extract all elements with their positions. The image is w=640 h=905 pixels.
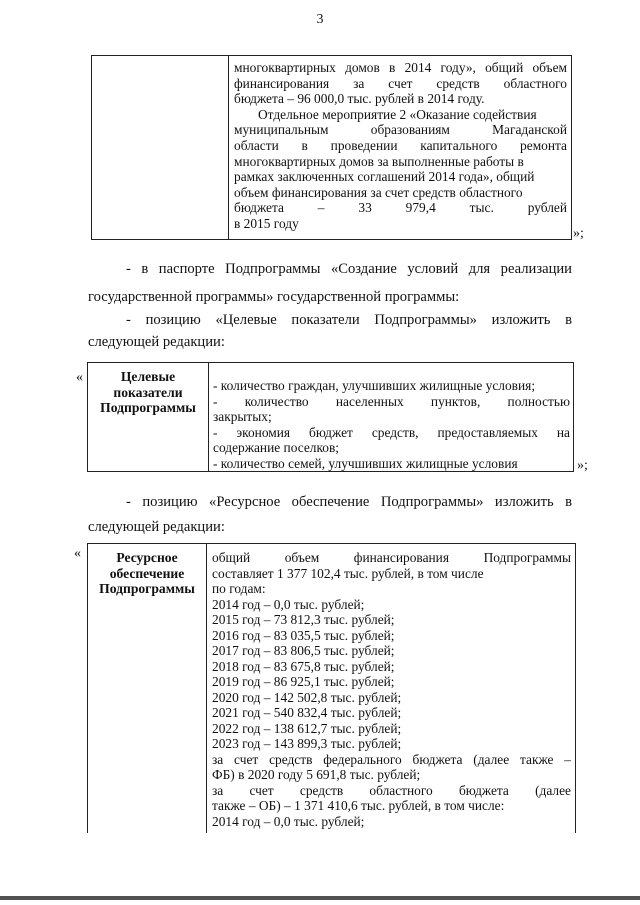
table-line: Отдельное мероприятие 2 «Оказание содействия (258, 106, 537, 122)
table-column-divider (208, 363, 209, 471)
paragraph-line: следующей редакции: (88, 334, 225, 350)
target-indicators-text (213, 378, 570, 471)
paragraph-resource-provision (88, 492, 572, 537)
paragraph-line: - в паспорте Подпрограммы «Создание условий для реализации (126, 261, 572, 277)
resource-line: 2022 год – 138 612,7 тыс. рублей; (212, 720, 402, 736)
indicator-line: - количество населенных пунктов, полностью (213, 393, 570, 409)
page-bottom-edge (0, 896, 640, 900)
table-line: бюджета – 33 979,4 тыс. рублей (234, 200, 567, 216)
label-line: показатели (113, 384, 183, 400)
table-line: объем финансирования за счет средств областного (234, 184, 523, 200)
paragraph-line: - позицию «Целевые показатели Подпрограммы» изложить в (126, 312, 572, 328)
resource-line: за счет средств областного бюджета (далее (212, 782, 571, 798)
top-table (91, 55, 572, 240)
opening-quote: « (76, 370, 83, 385)
table-line: муниципальным образованиям Магаданской (234, 122, 567, 138)
target-indicators-label (88, 363, 208, 471)
resource-line: 2023 год – 143 899,3 тыс. рублей; (212, 736, 402, 751)
label-line: обеспечение (109, 565, 185, 581)
resource-line: 2021 год – 540 832,4 тыс. рублей; (212, 705, 402, 720)
resource-line: 2016 год – 83 035,5 тыс. рублей; (212, 627, 395, 643)
resource-line: 2015 год – 73 812,3 тыс. рублей; (212, 612, 395, 627)
table-line: в 2015 году (234, 215, 299, 231)
resource-provision-label (88, 544, 206, 833)
resource-line: 2019 год – 86 925,1 тыс. рублей; (212, 674, 395, 689)
table-line: многоквартирных домов в 2014 году», общий объем (234, 60, 567, 75)
resource-line: ФБ) в 2020 году 5 691,8 тыс. рублей; (212, 767, 421, 782)
table-line: области в проведении капитального ремонта (234, 137, 567, 153)
resource-line: по годам: (212, 581, 266, 596)
top-table-text (234, 60, 567, 232)
table-column-divider (228, 56, 229, 239)
resource-line: также – ОБ) – 1 371 410,6 тыс. рублей, в том числе: (212, 798, 505, 813)
resource-line: 2018 год – 83 675,8 тыс. рублей; (212, 658, 395, 674)
indicator-line: - экономия бюджет средств, предоставляемых на (213, 424, 570, 440)
resource-line: 2020 год – 142 502,8 тыс. рублей; (212, 689, 402, 705)
resource-line: за счет средств федерального бюджета (далее также – (212, 751, 571, 767)
table-line: финансирования за счет средств областного (234, 75, 567, 91)
paragraph-target-indicators (88, 310, 572, 352)
table-line: рамках заключенных соглашений 2014 года», общий (234, 169, 535, 185)
indicator-line: закрытых; (213, 409, 272, 424)
table-column-divider (206, 544, 207, 833)
label-line: Целевые (120, 369, 176, 384)
table-line: бюджета – 96 000,0 тыс. рублей в 2014 году. (234, 91, 485, 107)
page-number: 3 (316, 12, 324, 27)
resource-line: составляет 1 377 102,4 тыс. рублей, в том числе (212, 565, 484, 581)
indicator-line: - количество граждан, улучшивших жилищные условия; (213, 378, 536, 393)
resource-line: 2017 год – 83 806,5 тыс. рублей; (212, 643, 395, 658)
indicator-line: - количество семей, улучшивших жилищные условия (213, 455, 518, 471)
paragraph-line: - позицию «Ресурсное обеспечение Подпрограммы» изложить в (126, 494, 572, 510)
resource-line: общий объем финансирования Подпрограммы (212, 550, 571, 565)
paragraph-line: государственной программы» государственной программы: (88, 289, 460, 305)
resource-provision-table (87, 543, 576, 833)
paragraph-passport (88, 259, 572, 307)
resource-line: 2014 год – 0,0 тыс. рублей; (212, 596, 365, 612)
target-indicators-table (87, 362, 574, 472)
resource-line: 2014 год – 0,0 тыс. рублей; (212, 813, 365, 829)
closing-quote: »; (577, 458, 588, 473)
opening-quote: « (74, 546, 81, 561)
paragraph-line: следующей редакции: (88, 519, 225, 535)
label-line: Подпрограммы (99, 581, 195, 596)
label-line: Ресурсное (116, 550, 178, 565)
closing-quote: »; (573, 226, 584, 241)
indicator-line: содержание поселков; (213, 440, 340, 455)
label-line: Подпрограммы (100, 400, 196, 415)
table-line: многоквартирных домов за выполненные работы в (234, 153, 524, 169)
resource-provision-text (212, 550, 571, 829)
